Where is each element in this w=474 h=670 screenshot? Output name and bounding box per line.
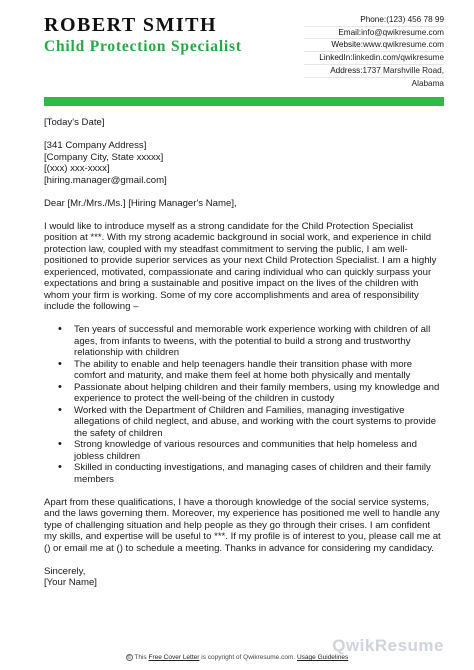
email-value[interactable]: info@qwikresume.com [361,27,444,37]
qwikresume-logo: QwikResume [332,636,444,655]
copyright-footer [0,654,474,661]
closing-paragraph: Apart from these qualifications, I have a thorough knowledge of the social service systems, and the laws governing them. Moreover, my experience has positioned me well to handle any type of challenging situation and help people as they go through their crises. I am confident my skills, and expertise will be useful to ***. If my profile is of interest to you, please call me at () or email me at () to schedule a meeting. Thanks in advance for considering my candidacy. [44,496,441,554]
recipient-line: [hiring.manager@gmail.com] [44,174,167,186]
linkedin-label: LinkedIn: [319,53,353,63]
recipient-line: [Company City, State xxxxx] [44,151,164,163]
contact-email[interactable] [304,27,444,40]
letter-body [44,117,442,600]
email-label: Email: [338,27,362,37]
address-line1: 1737 Marshville Road, [362,65,444,75]
contact-phone [304,14,444,27]
free-cover-letter-link[interactable]: Free Cover Letter [148,654,200,662]
footer-prefix: This [134,654,147,662]
phone-value: (123) 456 78 99 [386,15,444,24]
contact-address-line2: Alabama [411,78,444,88]
website-value[interactable]: www.qwikresume.com [363,40,444,50]
list-item: • The ability to enable and help teenagers handle their transition phase with more comfort and maturity, and make them feel at home both physically and mentally [58,359,442,382]
applicant-name: ROBERT SMITH [44,14,218,36]
letter-date: [Today's Date] [44,117,105,128]
signature-name: [Your Name] [44,577,97,588]
signature-block [44,566,442,589]
contact-address [304,65,444,78]
sign-off: Sincerely, [44,565,86,577]
intro-paragraph: I would like to introduce myself as a strong candidate for the Child Protection Specialist position at ***. With my strong academic background in social work, and experience in child protection law, coupled with my steadfast commitment to serving the public, I am well-positioned to provide superior services as your next Child Protection Specialist. I am a highly experienced, motivated, compassionate and caring individual who can quickly surpass your expectations and bring a sustainable and positive impact on the lives of the children with whom your firm is working. Some of my core accomplishments and area of responsibility include the following – [44,220,437,312]
list-item: • Ten years of successful and memorable work experience working with children of all ages, from infants to tweens, with the potential to build a strong and trustworthy relationship with children [58,324,442,359]
list-item: • Strong knowledge of various resources and communities that help homeless and jobless children [58,439,442,462]
footer-middle: is copyright of Qwikresume.com. [201,654,296,662]
linkedin-value[interactable]: linkedin.com/qwikresume [352,53,444,63]
list-item: • Worked with the Department of Children and Families, managing investigative allegations of child neglect, and abuse, and working with the court systems to provide the safety of children [58,405,442,440]
resume-header [44,14,444,102]
job-title: Child Protection Specialist [44,38,242,55]
usage-guidelines-link[interactable]: Usage Guidelines [296,654,349,662]
contact-linkedin[interactable] [304,52,444,65]
recipient-line: [(xxx) xxx-xxxx] [44,163,110,174]
salutation: Dear [Mr./Mrs./Ms.] [Hiring Manager's Name], [44,197,237,209]
recipient-line: [341 Company Address] [44,140,147,151]
contact-website[interactable] [304,39,444,52]
phone-label: Phone: [360,15,387,24]
recipient-block [44,140,442,186]
list-item: • Passionate about helping children and their family members, using my knowledge and experience to protect the well-being of the children in custody [58,382,442,405]
list-item: • Skilled in conducting investigations, and managing cases of children and their family members [58,462,442,485]
address-label: Address: [330,65,363,75]
copyright-icon: © [127,655,132,661]
accomplishment-list [58,324,442,485]
accent-divider [44,97,444,106]
website-label: Website: [331,40,364,50]
contact-block [304,14,444,89]
